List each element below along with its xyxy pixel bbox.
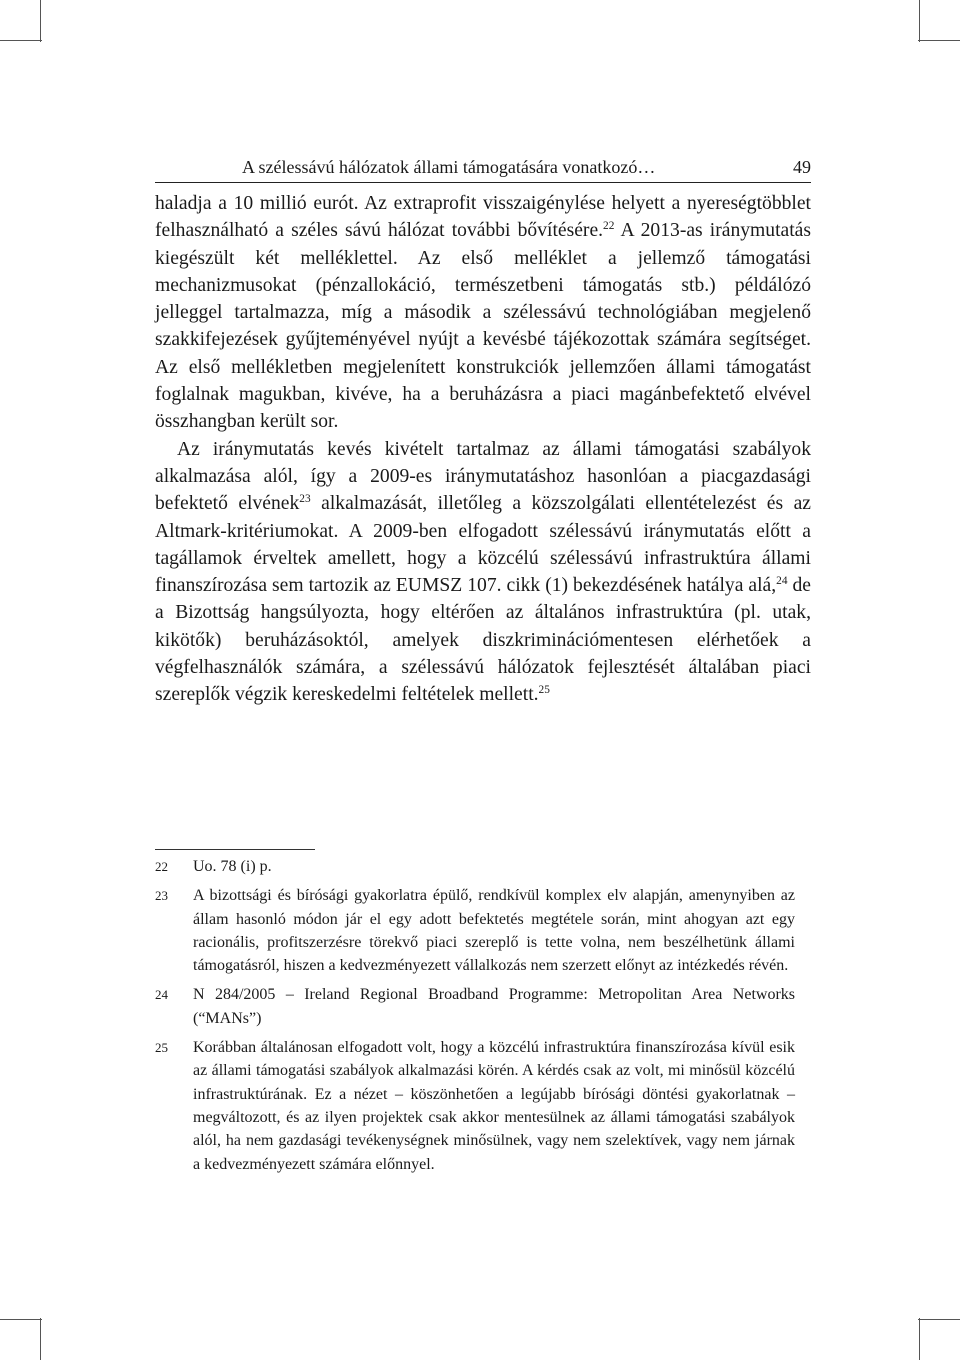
footnote-text: N 284/2005 – Ireland Regional Broadband Programme: Metropolitan Area Networks (“MANs”): [193, 986, 795, 1027]
footnote-number: 25: [155, 1040, 168, 1056]
running-title: A szélessávú hálózatok állami támogatására vonatkozó…: [242, 157, 656, 177]
footnotes: [155, 855, 795, 1182]
crop-mark-bottom-right-v: [919, 1318, 920, 1360]
crop-mark-top-right-h: [918, 40, 960, 41]
crop-mark-top-left-v: [40, 0, 41, 42]
paragraph-1: haladja a 10 millió eurót. Az extraprofit visszaigénylése helyett a nyereségtöbblet felhasználható a széles sávú hálózat további bővítésére.$^{22}$ A 2013-as iránymutatás kiegészült két melléklettel. Az első melléklet a jellemző támogatási mechanizmusokat (pénzallokáció, természetbeni támogatás stb.) példálózó jelleggel tartalmazza, míg a második a szélessávú technológiában megjelenő szakkifejezések gyűjteményével nyújt a kevésbé tájékozottak számára segítséget. Az első mellékletben megjelenített konstrukciók jellemzően állami támogatást foglalnak magukban, kivéve, ha a beruházásra a piaci magánbefektető elvével összhangban került sor.: [155, 193, 811, 433]
footnote-number: 24: [155, 987, 168, 1003]
page-number: 49: [793, 157, 811, 177]
footnote-ref-22[interactable]: 22: [603, 220, 615, 233]
paragraph-2: Az iránymutatás kevés kivételt tartalmaz az állami támogatási szabályok alkalmazása alól, így a 2009-es iránymutatáshoz hasonlóan a piacgazdasági befektető elvének$^{23}$ alkalmazását, illetőleg a közszolgálati ellentételezést és az Altmark-kritériumokat. A 2009-ben elfogadott szélessávú iránymutatás előtt a tagállamok érveltek amellett, hogy a közcélú szélessávú infrastruktúra állami finanszírozása sem tartozik az EUMSZ 107. cikk (1) bekezdésének hatálya alá,$^{24}$ de a Bizottság hangsúlyozta, hogy eltérően az általános infrastruktúra (pl. utak, kikötők) beruházásoktól, amelyek diszkriminációmentesen elérhetőek a végfelhasználók számára, a szélessávú hálózatok fejlesztését általában piaci szereplők végzik kereskedelmi feltételek mellett.$^{25}$: [155, 438, 811, 706]
footnote-ref-25[interactable]: 25: [538, 684, 550, 697]
header-rule: [155, 182, 811, 183]
footnote-23: [155, 884, 795, 977]
footnote-24: [155, 983, 795, 1030]
footnote-text: A bizottsági és bírósági gyakorlatra épülő, rendkívül komplex elv alapján, amenynyiben az állam hasonló módon jár el egy adott befektetés megtétele során, mint ahogyan azt egy racionális, profitszerzésre törekvő piaci szereplő is tette volna, nem beszélhetünk állami támogatásról, hiszen a kedvezményezett vállalkozás nem szerzett előnyt az intézkedés révén.: [193, 887, 795, 975]
footnote-text: Uo. 78 (i) p.: [193, 858, 272, 875]
crop-mark-top-right-v: [919, 0, 920, 42]
footnote-number: 22: [155, 859, 168, 874]
crop-mark-bottom-right-h: [918, 1319, 960, 1320]
footnote-text: Korábban általánosan elfogadott volt, hogy a közcélú infrastruktúra finanszírozása kívül esik az állami támogatási szabályok alkalmazási körén. A kérdés csak az volt, mi minősül közcélú infrastruktúrának. Ez a nézet – köszönhetően a legújabb bírósági döntési gyakorlatnak – megváltozott, és az ilyen projektek csak akkor mentesülnek az állami támogatási szabályok alól, ha nem gazdasági tevékenységnek minősülnek, vagy nem szelektívek, vagy nem járnak a kedvezményezett számára előnnyel.: [193, 1039, 795, 1173]
footnote-rule: [155, 849, 315, 850]
crop-mark-bottom-left-h: [0, 1319, 42, 1320]
footnote-22: [155, 855, 795, 878]
footnote-ref-23[interactable]: 23: [299, 493, 311, 506]
footnote-number: 23: [155, 888, 168, 904]
body-text: [155, 190, 811, 709]
footnote-ref-24[interactable]: 24: [776, 575, 788, 588]
footnote-25: [155, 1036, 795, 1176]
crop-mark-bottom-left-v: [40, 1318, 41, 1360]
crop-mark-top-left-h: [0, 40, 42, 41]
